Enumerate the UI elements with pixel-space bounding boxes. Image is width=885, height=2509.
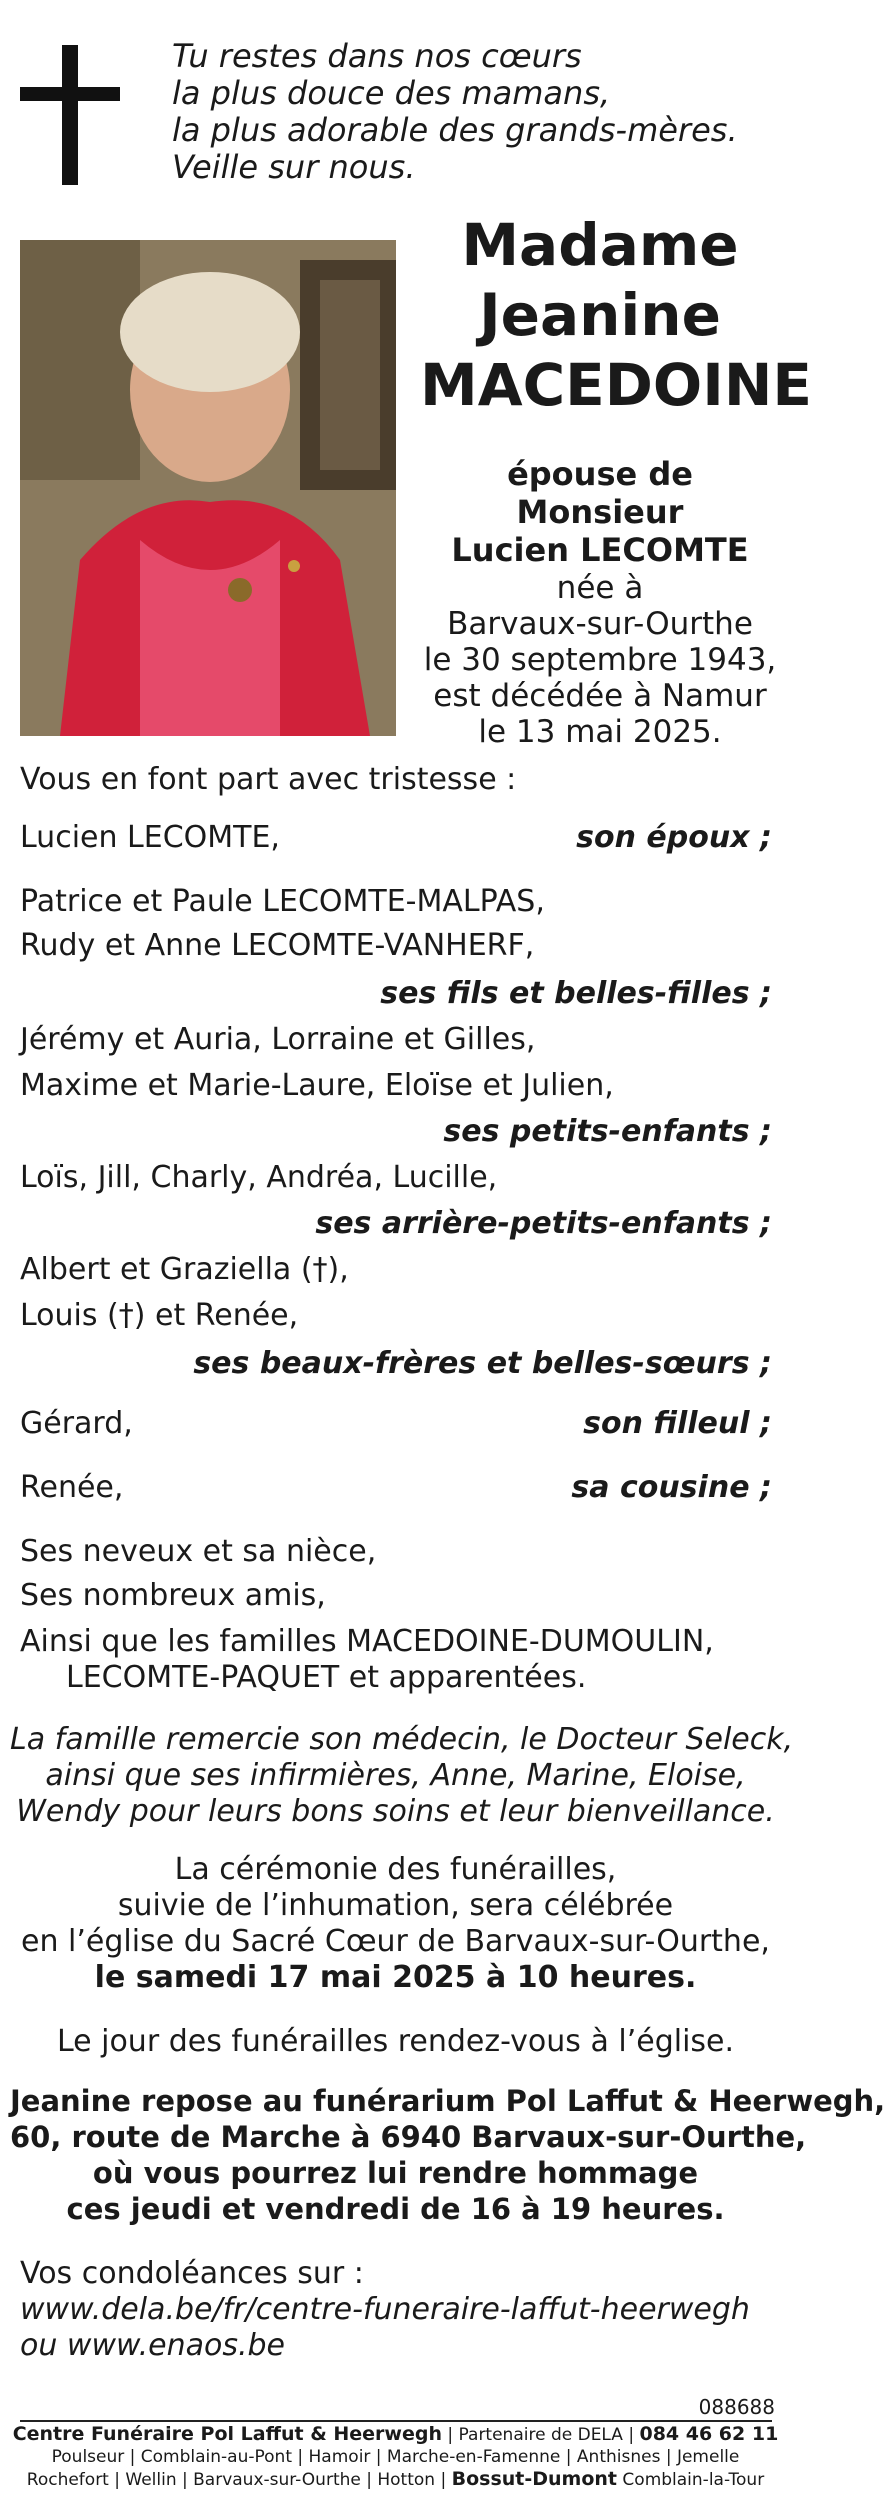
relationship: son filleul ; — [583, 1406, 772, 1441]
poem — [172, 38, 772, 186]
spouse-block — [420, 455, 780, 569]
born-line: Barvaux-sur-Ourthe — [447, 606, 753, 642]
family-member: LECOMTE-PAQUET et apparentées. — [66, 1660, 587, 1695]
family-row — [20, 1470, 772, 1506]
ceremony-date: le samedi 17 mai 2025 à 10 heures. — [94, 1960, 697, 1995]
born-line: née à — [556, 570, 644, 606]
family-member: Gérard, — [20, 1406, 133, 1441]
footer-brand: Bossut-Dumont — [451, 2468, 618, 2490]
cross-icon — [20, 45, 120, 185]
condolences-block — [20, 2256, 750, 2364]
footer — [10, 2423, 781, 2491]
spouse-line: épouse de Monsieur — [507, 455, 693, 531]
footer-locations: Rochefort | Wellin | Barvaux-sur-Ourthe | Hotton | — [26, 2470, 452, 2490]
name-title: Madame — [461, 211, 739, 279]
funerarium-line: où vous pourrez lui rendre hommage — [92, 2156, 699, 2190]
thanks-line: Wendy pour leurs bons soins et leur bienveillance. — [16, 1794, 775, 1829]
funerarium-line: ces jeudi et vendredi de 16 à 19 heures. — [66, 2192, 725, 2226]
footer-locations: Comblain-la-Tour — [617, 2470, 765, 2490]
family-member: Ses neveux et sa nièce, — [20, 1534, 377, 1569]
born-line: le 30 septembre 1943, — [423, 642, 777, 678]
family-member: Renée, — [20, 1470, 124, 1505]
poem-line: Veille sur nous. — [172, 148, 416, 186]
thanks-line: ainsi que ses infirmières, Anne, Marine, Eloise, — [45, 1758, 746, 1793]
family-member: Ses nombreux amis, — [20, 1578, 326, 1613]
footer-phone: 084 46 62 11 — [639, 2423, 779, 2445]
funerarium-text — [10, 2083, 885, 2227]
poem-line: la plus douce des mamans, — [172, 74, 611, 112]
reference-number: 088688 — [698, 2395, 775, 2419]
ceremony-text — [10, 1852, 781, 1996]
relationship: ses fils et belles-filles ; — [380, 976, 772, 1011]
funerarium-line: 60, route de Marche à 6940 Barvaux-sur-Ourthe, — [10, 2120, 807, 2154]
footer-divider — [20, 2420, 772, 2422]
condolences-link[interactable]: ou www.enaos.be — [20, 2328, 286, 2363]
ceremony-line: en l’église du Sacré Cœur de Barvaux-sur-Ourthe, — [21, 1924, 770, 1959]
born-line: le 13 mai 2025. — [478, 714, 722, 750]
intro-text: Vous en font part avec tristesse : — [20, 762, 517, 797]
spouse-line: Lucien LECOMTE — [451, 531, 749, 569]
family-row — [20, 1406, 772, 1442]
family-row — [20, 820, 772, 856]
born-line: est décédée à Namur — [433, 678, 767, 714]
relationship: sa cousine ; — [571, 1470, 772, 1505]
footer-partner: | Partenaire de DELA | — [442, 2425, 640, 2445]
family-member: Rudy et Anne LECOMTE-VANHERF, — [20, 928, 535, 963]
family-member: Maxime et Marie-Laure, Eloïse et Julien, — [20, 1068, 614, 1103]
relationship: ses arrière-petits-enfants ; — [315, 1206, 772, 1241]
footer-company: Centre Funéraire Pol Laffut & Heerwegh — [12, 2423, 442, 2445]
poem-line: Tu restes dans nos cœurs — [172, 37, 582, 75]
relationship: son époux ; — [576, 820, 772, 855]
thanks-line: La famille remercie son médecin, le Docteur Seleck, — [10, 1722, 794, 1757]
poem-line: la plus adorable des grands-mères. — [172, 111, 738, 149]
name-first: Jeanine — [479, 281, 721, 349]
birth-death-block — [420, 570, 780, 750]
portrait-photo — [20, 240, 396, 736]
meeting-text: Le jour des funérailles rendez-vous à l’église. — [56, 2024, 735, 2059]
relationship: ses beaux-frères et belles-sœurs ; — [193, 1346, 772, 1381]
ceremony-line: La cérémonie des funérailles, — [174, 1852, 617, 1887]
funerarium-line: Jeanine repose au funérarium Pol Laffut & Heerwegh, — [10, 2084, 885, 2118]
family-member: Albert et Graziella (†), — [20, 1252, 349, 1287]
family-member: Louis (†) et Renée, — [20, 1298, 299, 1333]
name-last: MACEDOINE — [420, 351, 812, 419]
family-member: Ainsi que les familles MACEDOINE-DUMOULIN, — [20, 1624, 714, 1659]
footer-locations: Poulseur | Comblain-au-Pont | Hamoir | Marche-en-Famenne | Anthisnes | Jemelle — [51, 2447, 740, 2467]
family-member: Loïs, Jill, Charly, Andréa, Lucille, — [20, 1160, 498, 1195]
family-member: Lucien LECOMTE, — [20, 820, 280, 855]
relationship: ses petits-enfants ; — [443, 1114, 772, 1149]
family-member: Jérémy et Auria, Lorraine et Gilles, — [20, 1022, 536, 1057]
family-member: Patrice et Paule LECOMTE-MALPAS, — [20, 884, 545, 919]
ceremony-line: suivie de l’inhumation, sera célébrée — [117, 1888, 674, 1923]
condolences-link[interactable]: www.dela.be/fr/centre-funeraire-laffut-heerwegh — [20, 2292, 750, 2327]
deceased-name — [420, 210, 812, 420]
condolences-label: Vos condoléances sur : — [20, 2256, 364, 2291]
thanks-text — [10, 1722, 794, 1830]
